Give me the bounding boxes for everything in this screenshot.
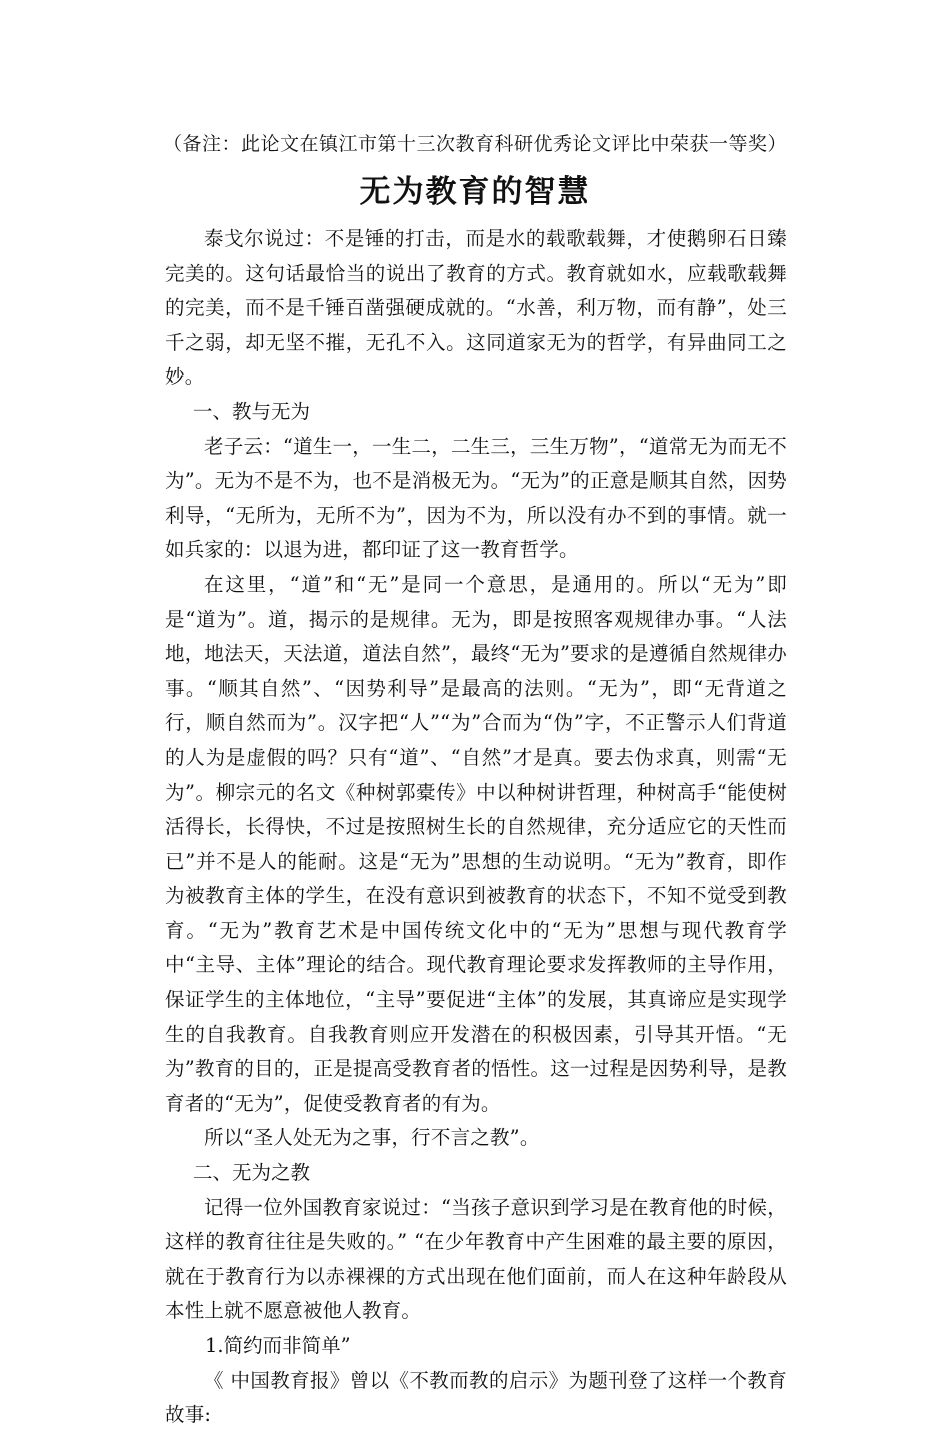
section-heading-2: 二、无为之教 <box>193 1161 311 1185</box>
document-body <box>165 222 787 1433</box>
subsection-heading-1: 1.简约而非简单” <box>205 1334 351 1357</box>
intro-paragraph: 泰戈尔说过：不是锤的打击，而是水的载歌载舞，才使鹅卵石日臻完美的。这句话最恰当的说出了教育的方式。教育就如水，应载歌载舞的完美，而不是千锤百凿强硬成就的。“水善，利万物，而有静”，处三千之弱，却无坚不摧，无孔不入。这同道家无为的哲学，有异曲同工之妙。 <box>165 227 787 389</box>
document-title: 无为教育的智慧 <box>359 174 591 210</box>
section2-paragraph-2: 《 中国教育报》曾以《不教而教的启示》为题刊登了这样一个教育故事: <box>165 1368 787 1427</box>
section2-paragraph-1: 记得一位外国教育家说过：“当孩子意识到学习是在教育他的时候，这样的教育往往是失败的。” “在少年教育中产生困难的最主要的原因，就在于教育行为以赤裸裸的方式出现在他们面前，而人在这种年龄段从本性上就不愿意被他人教育。 <box>165 1195 787 1323</box>
section-heading-1: 一、教与无为 <box>193 399 311 423</box>
section1-paragraph-1: 老子云：“道生一，一生二，二生三，三生万物”，“道常无为而无不为”。无为不是不为，也不是消极无为。“无为”的正意是顺其自然，因势利导，“无所为，无所不为”，因为不为，所以没有办不到的事情。就一如兵家的：以退为进，都印证了这一教育哲学。 <box>165 434 787 562</box>
section1-paragraph-2: 在这里，“道”和“无”是同一个意思，是通用的。所以“无为”即是“道为”。道，揭示的是规律。无为，即是按照客观规律办事。“人法地，地法天，天法道，道法自然”，最终“无为”要求的是遵循自然规律办事。“顺其自然”、“因势利导”是最高的法则。“无为”，即“无背道之行，顺自然而为”。汉字把“人”“为”合而为“伪”字，不正警示人们背道的人为是虚假的吗？只有“道”、“自然”才是真。要去伪求真，则需“无为”。柳宗元的名文《种树郭橐传》中以种树讲哲理，种树高手“能使树活得长，长得快，不过是按照树生长的自然规律，充分适应它的天性而已”并不是人的能耐。这是“无为”思想的生动说明。“无为”教育，即作为被教育主体的学生，在没有意识到被教育的状态下，不知不觉受到教育。“无为”教育艺术是中国传统文化中的“无为”思想与现代教育学中“主导、主体”理论的结合。现代教育理论要求发挥教师的主导作用，保证学生的主体地位，“主导”要促进“主体”的发展，其真谛应是实现学生的自我教育。自我教育则应开发潜在的积极因素，引导其开悟。“无为”教育的目的，正是提高受教育者的悟性。这一过程是因势利导，是教育者的“无为”，促使受教育者的有为。 <box>165 572 787 1115</box>
section1-paragraph-3: 所以“圣人处无为之事，行不言之教”。 <box>204 1126 540 1150</box>
award-note: （备注：此论文在镇江市第十三次教育科研优秀论文评比中荣获一等奖） <box>162 133 787 155</box>
